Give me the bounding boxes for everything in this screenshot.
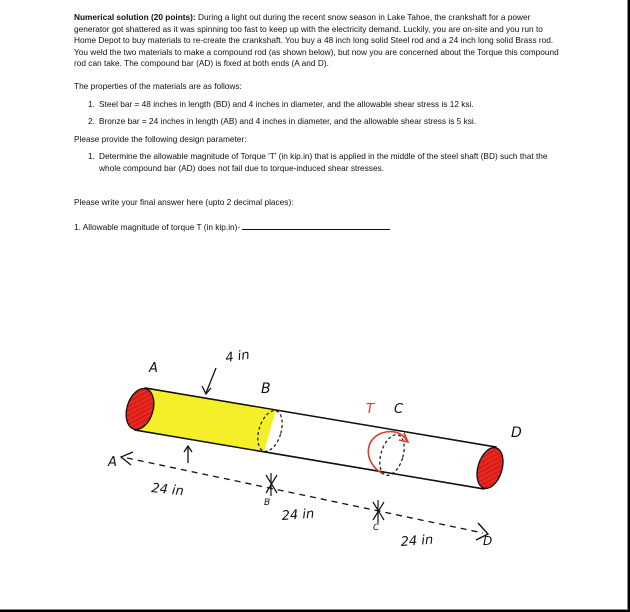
design-title: Please provide the following design parameter: [74, 133, 247, 144]
label-b-axis: B [264, 498, 271, 508]
answer-label: 1. Allowable magnitude of torque T (in kip.in)- [74, 222, 241, 233]
problem-intro-text: During a light out during the recent snow season in Lake Tahoe, the crankshaft for a power generator got shattered as it was spinning too fast to keep up with the electricity demand. Luckily, you are on-site and you run to Home Depot to buy materials to re-create the crankshaft. You buy a 48 inch long solid Steel rod and a 24 inch long solid Brass rod. You weld the two materials to make a compound rod (as shown below), but now you are concerned about the Torque this compound rod can take. The compound bar (AD) is fixed at both ends (A and D). [74, 12, 559, 69]
label-torque: T [366, 402, 374, 417]
label-dim-cd: 24 in [400, 532, 434, 550]
label-diameter: 4 in [224, 347, 251, 366]
label-a-axis: A [108, 455, 117, 470]
list-number: 1. [88, 98, 95, 109]
label-dim-ab: 24 in [150, 481, 185, 500]
label-d-axis: D [483, 534, 493, 548]
list-number: 1. [88, 151, 95, 162]
problem-heading: Numerical solution (20 points): [74, 12, 196, 22]
list-number: 2. [88, 116, 95, 127]
tick-c [373, 500, 384, 523]
properties-title: The properties of the materials are as follows: [74, 80, 242, 91]
tick-b [266, 473, 277, 496]
label-d: D [511, 425, 522, 441]
label-dim-bc: 24 in [281, 506, 315, 524]
label-a-top: A [149, 361, 158, 376]
label-b: B [261, 381, 271, 397]
design-question: Determine the allowable magnitude of Torque 'T' (in kip.in) that is applied in the middle of the steel shaft (BD) such that the whole compound bar (AD) does not fail due to torque-induced shear stresses. [99, 151, 548, 173]
steel-property: Steel bar = 48 inches in length (BD) and 4 inches in diameter, and the allowable shear stress is 12 ksi. [99, 98, 474, 109]
bronze-property: Bronze bar = 24 inches in length (AB) and 4 inches in diameter, and the allowable shear stress is 5 ksi. [99, 116, 477, 127]
label-c: C [394, 402, 404, 417]
answer-prompt: Please write your final answer here (upto 2 decimal places): [74, 196, 294, 207]
label-c-axis: C [373, 523, 380, 533]
